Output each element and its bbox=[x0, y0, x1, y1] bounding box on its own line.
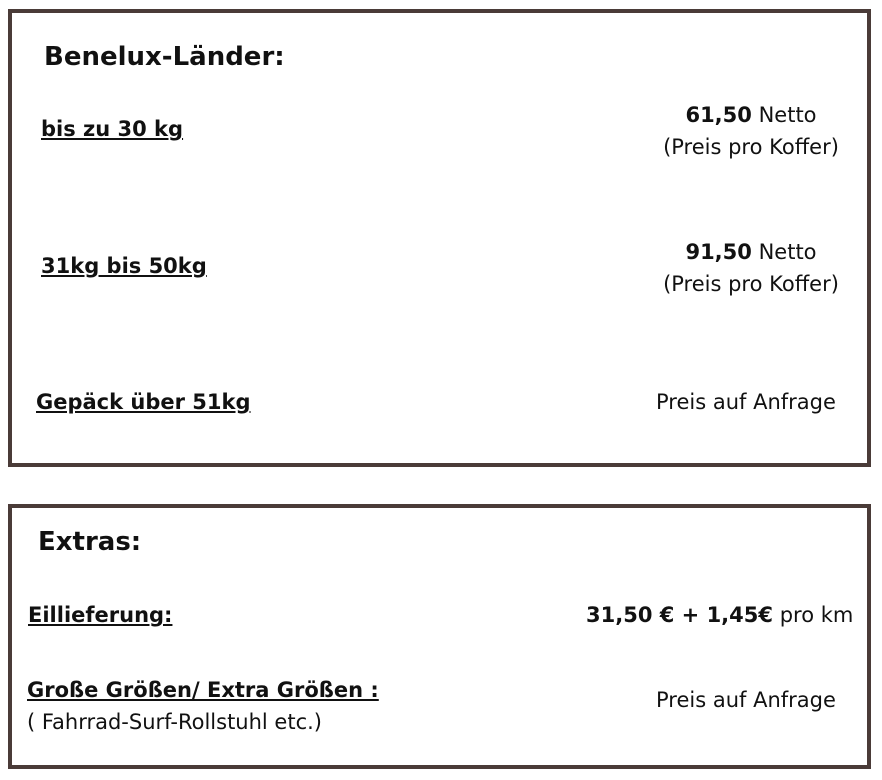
price-on-request: Preis auf Anfrage bbox=[656, 688, 836, 712]
price-amount: 61,50 bbox=[685, 103, 752, 127]
row-label-30kg: bis zu 30 kg bbox=[41, 117, 184, 141]
row-label-50kg: 31kg bis 50kg bbox=[41, 254, 207, 278]
row-label-express: Eillieferung: bbox=[28, 603, 173, 627]
price-amount: 31,50 € + 1,45€ bbox=[586, 603, 773, 627]
extras-title: Extras: bbox=[38, 527, 142, 557]
row-label-large-sizes: Große Größen/ Extra Größen : bbox=[27, 678, 379, 702]
price-50kg bbox=[655, 236, 847, 300]
price-note: (Preis pro Koffer) bbox=[663, 135, 839, 159]
price-note: (Preis pro Koffer) bbox=[663, 272, 839, 296]
price-unit: Netto bbox=[758, 103, 817, 127]
row-label-over-51kg: Gepäck über 51kg bbox=[36, 390, 251, 414]
price-unit: pro km bbox=[779, 603, 854, 627]
row-sublabel-large-sizes: ( Fahrrad-Surf-Rollstuhl etc.) bbox=[27, 710, 323, 734]
price-unit: Netto bbox=[758, 240, 817, 264]
price-on-request: Preis auf Anfrage bbox=[656, 390, 836, 414]
benelux-title: Benelux-Länder: bbox=[44, 42, 285, 72]
price-30kg bbox=[655, 99, 847, 163]
price-amount: 91,50 bbox=[685, 240, 752, 264]
price-express bbox=[586, 603, 853, 627]
